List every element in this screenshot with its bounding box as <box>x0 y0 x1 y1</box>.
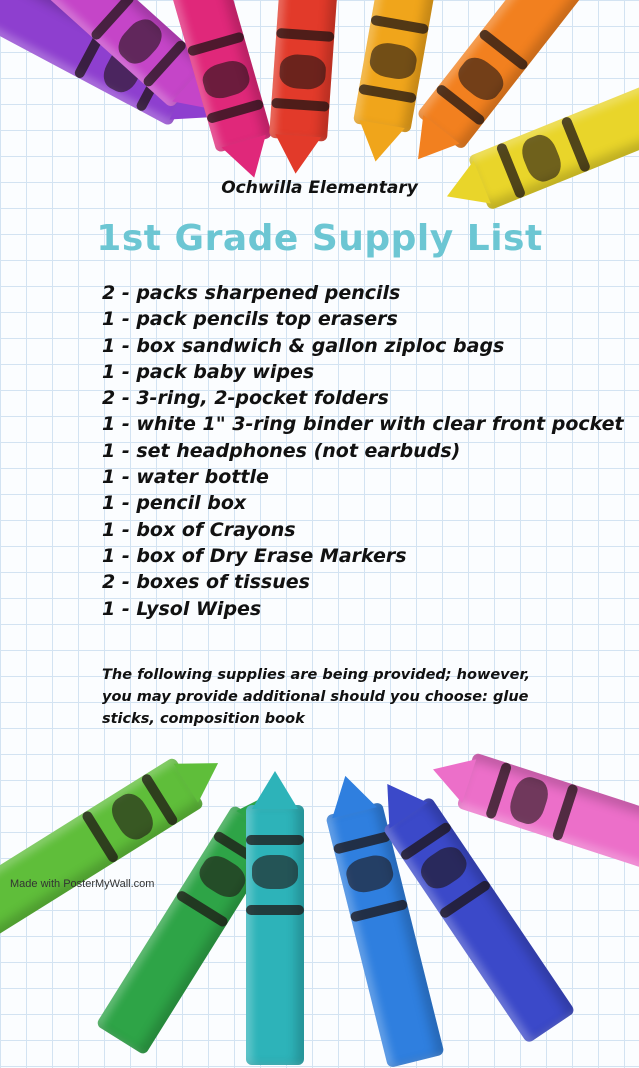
light-pink-crayon <box>456 752 639 888</box>
list-item: 2 - packs sharpened pencils <box>102 282 401 304</box>
list-item: 2 - boxes of tissues <box>102 571 310 594</box>
list-item: 1 - pack baby wipes <box>102 360 315 383</box>
list-item: 1 - Lysol Wipes <box>102 597 262 620</box>
list-item: 2 - 3-ring, 2-pocket folders <box>102 387 389 410</box>
school-name: Ochwilla Elementary <box>221 178 418 198</box>
supply-list <box>102 280 624 622</box>
teal-crayon <box>246 805 304 1065</box>
red-crayon <box>269 0 345 142</box>
provided-supplies-note: The following supplies are being provided; however, you may provide additional should you choose: glue sticks, composition book <box>102 667 530 727</box>
page-title: 1st Grade Supply List <box>96 218 543 259</box>
list-item: 1 - set headphones (not earbuds) <box>102 439 461 462</box>
list-item: 1 - pack pencils top erasers <box>102 308 398 331</box>
credit-link[interactable]: Made with PosterMyWall.com <box>10 878 155 890</box>
list-item: 1 - box of Dry Erase Markers <box>102 544 407 567</box>
list-item: 1 - white 1" 3-ring binder with clear front pocket <box>102 413 624 436</box>
list-item: 1 - box of Crayons <box>102 518 296 541</box>
list-item: 1 - water bottle <box>102 466 269 489</box>
list-item: 1 - pencil box <box>102 492 247 515</box>
list-item: 1 - box sandwich & gallon ziploc bags <box>102 334 505 357</box>
